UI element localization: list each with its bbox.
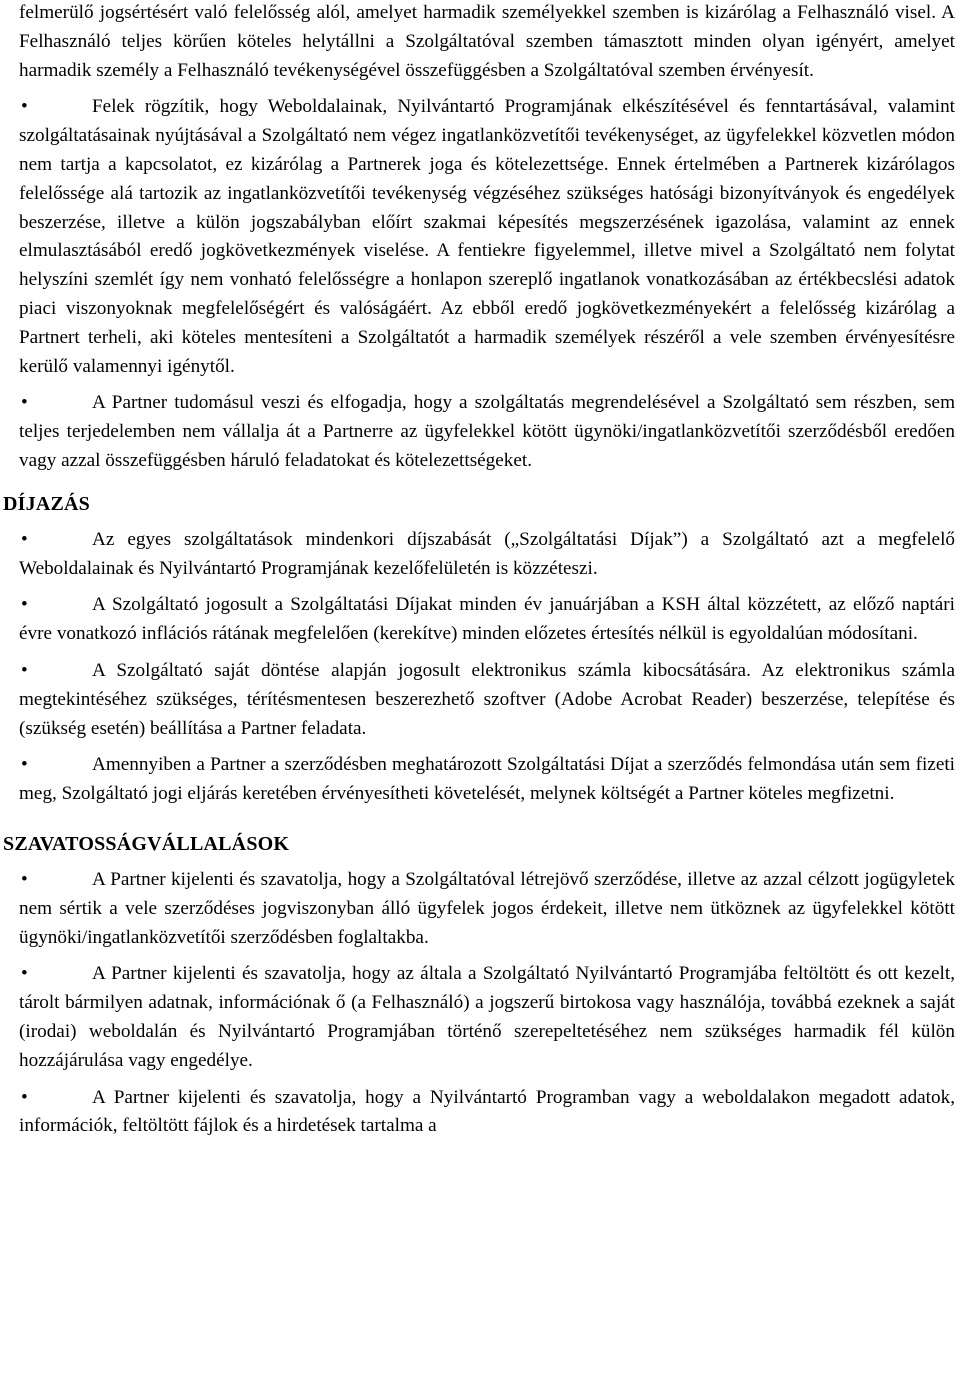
bullet-text: Az egyes szolgáltatások mindenkori díjszabását („Szolgáltatási Díjak”) a Szolgáltató azt a megfelelő Weboldalainak és Nyilvántartó Programjának kezelőfelületén is közzéteszi.: [19, 528, 955, 579]
bullet-paragraph: [19, 1084, 955, 1142]
bullet-paragraph: [19, 866, 955, 952]
bullet-icon: •: [21, 96, 28, 118]
bullet-text: A Partner kijelenti és szavatolja, hogy a Nyilvántartó Programban vagy a weboldalakon megadott adatok, információk, feltöltött fájlok és a hirdetések tartalma a: [19, 1086, 955, 1137]
bullet-icon: •: [21, 754, 28, 776]
bullet-icon: •: [21, 528, 28, 550]
bullet-paragraph: [19, 960, 955, 1075]
bullet-icon: •: [21, 868, 28, 890]
intro-paragraph: felmerülő jogsértésért való felelősség alól, amelyet harmadik személyekkel szemben is kizárólag a Felhasználó visel. A Felhasználó teljes körűen köteles helytállni a Szolgáltatóval szemben támasztott minden olyan igényért, amelyet harmadik személy a Felhasználó tevékenységével összefüggésben a Szolgáltatóval szemben érvényesít.: [19, 2, 955, 81]
bullet-paragraph: [19, 751, 955, 809]
bullet-paragraph: [19, 526, 955, 584]
bullet-text: A Partner tudomásul veszi és elfogadja, hogy a szolgáltatás megrendelésével a Szolgáltató sem részben, sem teljes terjedelemben nem vállalja át a Partnerre az ügyfelekkel kötött ügynöki/ingatlanközvetítői szerződésből eredően vagy azzal összefüggésben háruló feladatokat és kötelezettségeket.: [19, 392, 955, 471]
bullet-text: A Partner kijelenti és szavatolja, hogy az általa a Szolgáltató Nyilvántartó Programjába feltöltött és ott kezelt, tárolt bármilyen adatnak, információnak ő (a Felhasználó) a jogszerű birtokosa vagy használója, továbbá ezeknek a saját (irodai) weboldalán és Nyilvántartó Programjában történő szerepeltetéséhez nem szükséges harmadik fél külön hozzájárulása vagy engedélye.: [19, 963, 955, 1071]
bullet-text: A Partner kijelenti és szavatolja, hogy a Szolgáltatóval létrejövő szerződése, illetve az azzal célzott jogügyletek nem sértik a vele szerződéses jogviszonyban álló ügyfelek jogos érdekeit, illetve nem ütköznek az ügyfelekkel kötött ügynöki/ingatlanközvetítői szerződésben foglaltakba.: [19, 868, 955, 948]
bullet-text: A Szolgáltató jogosult a Szolgáltatási Díjakat minden év januárjában a KSH által közzétett, az előző naptári évre vonatkozó inflációs rátának megfelelően (kerekítve) minden előzetes értesítés nélkül is egyoldalúan módosítani.: [19, 594, 955, 645]
bullet-text: Amennyiben a Partner a szerződésben meghatározott Szolgáltatási Díjat a szerződés felmondása után sem fizeti meg, Szolgáltató jogi eljárás keretében érvényesítheti követelését, melynek költségét a Partner köteles megfizetni.: [19, 754, 955, 805]
bullet-text: A Szolgáltató saját döntése alapján jogosult elektronikus számla kibocsátására. Az elektronikus számla megtekintéséhez szükséges, térítésmentesen beszerezhető szoftver (Adobe Acrobat Reader) beszerzése, telepítése és (szükség esetén) beállítása a Partner feladata.: [19, 659, 955, 739]
bullet-text: Felek rögzítik, hogy Weboldalainak, Nyilvántartó Programjának elkészítésével és fenntartásával, valamint szolgáltatásainak nyújtásával a Szolgáltató nem végez ingatlanközvetítői tevékenységet, az ügyfelekkel közvetlen módon nem tartja a kapcsolatot, ez kizárólag a Partnerek joga és kötelezettsége. Ennek értelmében a Partnerek kizárólagos felelőssége alá tartozik az ingatlanközvetítői tevékenység végzéséhez szükséges hatósági bizonyítványok és engedélyek beszerzése, illetve a külön jogszabályban előírt szakmai képesítés megszerzésének igazolása, valamint az ennek elmulasztásából eredő jogkövetkezmények viselése. A fentiekre figyelemmel, illetve mivel a Szolgáltató nem folytat helyszíni szemlét így nem vonható felelősségre a honlapon szereplő ingatlanok vonatkozásában az értékbecslési adatok piaci viszonyoknak megfelelőségért és valóságáért. Az ebből eredő jogkövetkezményekért a felelősség kizárólag a Partnert terheli, aki köteles mentesíteni a Szolgáltatót a harmadik személyek részéről a vele szemben érvényesítésre kerülő valamennyi igénytől.: [19, 96, 955, 377]
bullet-paragraph: [19, 657, 955, 743]
document-page: [3, 0, 955, 1141]
bullet-icon: •: [21, 659, 28, 681]
bullet-paragraph: [19, 591, 955, 649]
section-heading-warranties: SZAVATOSSÁGVÁLLALÁSOK: [3, 832, 290, 855]
bullet-paragraph: [19, 389, 955, 475]
bullet-paragraph: [19, 93, 955, 381]
bullet-icon: •: [21, 963, 28, 985]
bullet-icon: •: [21, 594, 28, 616]
section-heading-fees: DÍJAZÁS: [3, 492, 90, 515]
bullet-icon: •: [21, 392, 28, 414]
bullet-icon: •: [21, 1086, 28, 1108]
